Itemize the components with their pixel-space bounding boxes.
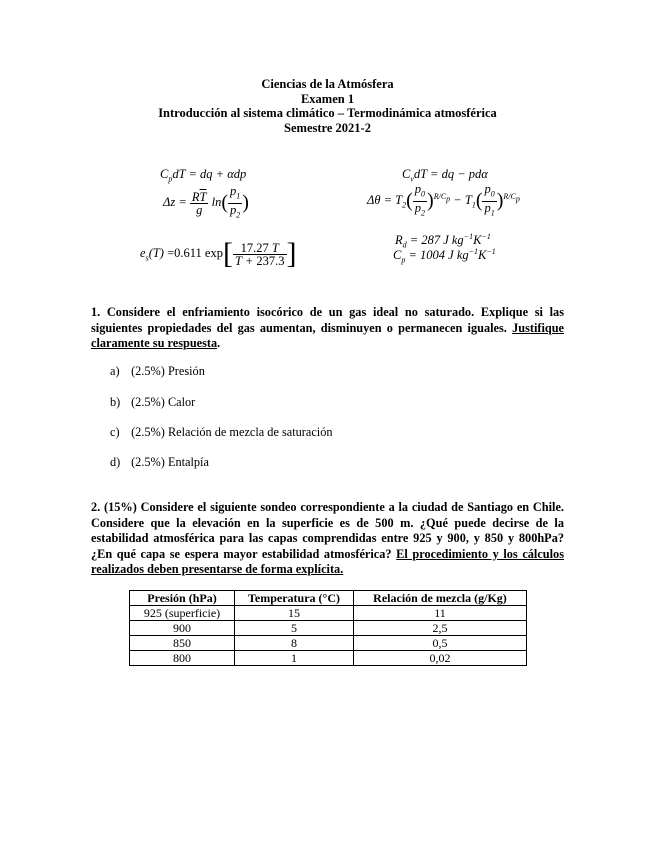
table-row: [130, 621, 527, 636]
question-2: [91, 500, 564, 578]
question-2-emphasis: El procedimiento y los cálculos realizados deben presentarse de forma explícita.: [91, 546, 564, 576]
item-text: (2.5%) Entalpía: [131, 455, 209, 469]
item-label: a): [110, 364, 120, 378]
table-row: [130, 636, 527, 651]
course-title: Ciencias de la Atmósfera: [261, 77, 394, 91]
table-cell: 900: [130, 621, 235, 636]
table-cell: 8: [235, 636, 354, 651]
exam-topic: Introducción al sistema climático – Termodinámica atmosférica: [158, 106, 497, 120]
column-header-pressure: Presión (hPa): [130, 591, 235, 606]
semester: Semestre 2021-2: [284, 120, 371, 135]
list-item: [110, 364, 205, 379]
question-2-text: 2. (15%) Considere el siguiente sondeo correspondiente a la ciudad de Santiago en Chile. Considere que la elevación en la superficie es de 500 m. ¿Qué puede decirse de la estabilidad atmosférica para las capas comprendidas entre 925 y 900, y 850 y 800hPa? ¿En qué capa se espera mayor estabilidad atmosférica?: [91, 500, 564, 561]
exam-header: [0, 77, 655, 135]
table-cell: 1: [235, 651, 354, 666]
equation-cv: $C_vdT$ = dq − pdα: [402, 167, 488, 184]
column-header-temperature: Temperatura (°C): [235, 591, 354, 606]
item-text: (2.5%) Relación de mezcla de saturación: [131, 425, 333, 439]
table-cell: 0,02: [354, 651, 527, 666]
table-cell: 0,5: [354, 636, 527, 651]
table-cell: 5: [235, 621, 354, 636]
table-cell: 11: [354, 606, 527, 621]
equation-theta: $\Delta\theta = T_2$( $\frac{p_0}{p_2}$ )$^{R/C_p} - T_1$( $\frac{p_0}{p_1}$ )$^{R/C_p}$: [367, 182, 520, 217]
exam-title: Examen 1: [300, 91, 355, 106]
table-row: [130, 606, 527, 621]
table-header-row: [130, 591, 527, 606]
item-label: c): [110, 425, 120, 439]
item-label: b): [110, 395, 121, 409]
question-1-text: 1. Considere el enfriamiento isocórico de un gas ideal no saturado. Explique si las siguientes propiedades del gas aumentan, disminuyen o permanecen iguales.: [91, 305, 564, 335]
equation-rd: $R_d = 287$ J $kg^{-1}K^{-1}$: [395, 232, 491, 250]
sounding-table: [129, 590, 527, 666]
list-item: [110, 425, 333, 440]
item-text: (2.5%) Presión: [131, 364, 205, 378]
equation-clausius-clapeyron: $e_s(T) =0.611$ exp[ $\frac{17.27 T}{T + 237.3}$ ]: [140, 237, 297, 270]
table-cell: 850: [130, 636, 235, 651]
table-cell: 800: [130, 651, 235, 666]
table-cell: 15: [235, 606, 354, 621]
table-cell: 2,5: [354, 621, 527, 636]
column-header-mixing-ratio: Relación de mezcla (g/Kg): [354, 591, 527, 606]
item-label: d): [110, 455, 121, 469]
table-row: [130, 651, 527, 666]
list-item: [110, 455, 209, 470]
equation-hypsometric: Δz = $\frac{R\overline{T}}{g}$ ln( $\frac{p_1}{p_2}$ ): [163, 184, 249, 219]
question-1-end: .: [217, 336, 221, 350]
list-item: [110, 395, 195, 410]
equation-cp-value: $C_p = 1004$ J $kg^{-1}K^{-1}$: [393, 247, 496, 265]
item-text: (2.5%) Calor: [131, 395, 196, 409]
equation-cp: $C_pdT$ = dq + αdp: [160, 167, 247, 184]
question-1: [91, 305, 564, 352]
table-cell: 925 (superficie): [130, 606, 235, 621]
question-1-emphasis: Justifique claramente su respuesta: [91, 320, 565, 350]
